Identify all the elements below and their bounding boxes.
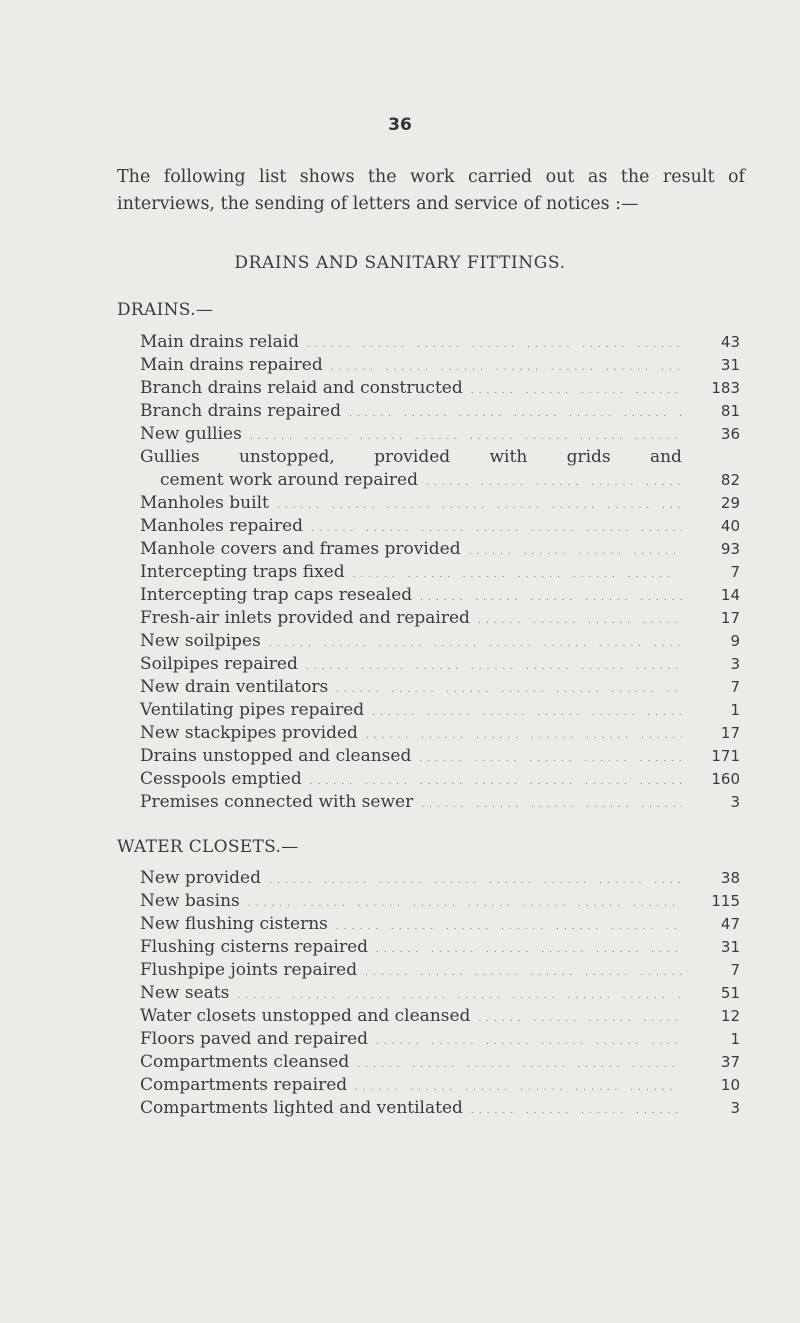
item-value: 36	[720, 425, 740, 443]
dot-leader	[478, 1008, 682, 1031]
drains-section-title: DRAINS.—	[117, 300, 214, 320]
item-label: Compartments repaired	[140, 1075, 348, 1095]
item-label: Manhole covers and frames provided	[140, 539, 461, 559]
item-value: 12	[720, 1007, 740, 1025]
list-item	[140, 1051, 740, 1074]
item-label: Flushing cisterns repaired	[140, 937, 369, 957]
dot-leader	[478, 610, 682, 633]
item-label: New flushing cisterns	[140, 914, 328, 934]
dot-leader	[269, 870, 682, 893]
list-item	[140, 607, 740, 630]
dot-leader	[419, 748, 682, 771]
list-item	[140, 959, 740, 982]
dot-leader	[426, 472, 682, 495]
dot-leader	[336, 916, 682, 939]
item-label-word: with	[489, 447, 528, 467]
list-item	[140, 515, 740, 538]
item-value: 3	[730, 1099, 740, 1117]
list-item	[140, 1074, 740, 1097]
item-label: Drains unstopped and cleansed	[140, 746, 412, 766]
item-label: Main drains relaid	[140, 332, 300, 352]
item-label: Premises connected with sewer	[140, 792, 414, 812]
item-value: 31	[720, 938, 740, 956]
dot-leader	[471, 1100, 682, 1123]
dot-leader	[357, 1054, 682, 1077]
item-value: 7	[730, 563, 740, 581]
list-item	[140, 331, 740, 354]
list-item	[140, 890, 740, 913]
list-item	[140, 538, 740, 561]
water-closets-list	[140, 867, 740, 1120]
item-value: 31	[720, 356, 740, 374]
dot-leader	[471, 380, 682, 403]
item-label-word: grids	[566, 447, 611, 467]
item-value: 10	[720, 1076, 740, 1094]
list-item	[140, 676, 740, 699]
item-value: 81	[720, 402, 740, 420]
dot-leader	[336, 679, 682, 702]
item-label: cement work around repaired	[160, 470, 418, 490]
page-number: 36	[388, 115, 412, 135]
dot-leader	[376, 1031, 682, 1054]
section-heading: DRAINS AND SANITARY FITTINGS.	[234, 253, 566, 273]
list-item	[140, 584, 740, 607]
item-value: 160	[711, 770, 740, 788]
list-item	[140, 913, 740, 936]
list-item	[140, 400, 740, 423]
item-value: 14	[720, 586, 740, 604]
item-label: Compartments lighted and ventilated	[140, 1098, 463, 1118]
item-label-word: Gullies	[140, 447, 200, 467]
dot-leader	[269, 633, 682, 656]
item-label: Water closets unstopped and cleansed	[140, 1006, 471, 1026]
list-item	[140, 768, 740, 791]
item-label: Manholes repaired	[140, 516, 304, 536]
item-value: 171	[711, 747, 740, 765]
item-value: 37	[720, 1053, 740, 1071]
item-label: New basins	[140, 891, 240, 911]
item-value: 7	[730, 678, 740, 696]
item-value: 9	[730, 632, 740, 650]
list-item	[140, 1097, 740, 1120]
list-item	[140, 1005, 740, 1028]
item-label-word: and	[649, 447, 682, 467]
dot-leader	[306, 656, 682, 679]
dot-leader	[277, 495, 682, 518]
list-item	[140, 791, 740, 814]
item-label: New provided	[140, 868, 262, 888]
dot-leader	[349, 403, 682, 426]
item-value: 17	[720, 724, 740, 742]
water-closets-section-title: WATER CLOSETS.—	[117, 837, 299, 857]
list-item	[140, 1028, 740, 1051]
list-item	[140, 423, 740, 446]
item-label: Ventilating pipes repaired	[140, 700, 365, 720]
list-item	[140, 867, 740, 890]
item-value: 51	[720, 984, 740, 1002]
list-item	[140, 653, 740, 676]
item-label: New gullies	[140, 424, 242, 444]
intro-paragraph: The following list shows the work carried out as the result of interviews, the sending of letters and service of notices :—	[117, 167, 745, 214]
item-value: 183	[711, 379, 740, 397]
list-item	[140, 354, 740, 377]
item-value: 115	[711, 892, 740, 910]
item-value: 93	[720, 540, 740, 558]
item-value: 17	[720, 609, 740, 627]
item-value: 7	[730, 961, 740, 979]
item-value: 47	[720, 915, 740, 933]
item-label: Manholes built	[140, 493, 269, 513]
list-item	[140, 982, 740, 1005]
item-label-word: unstopped,	[238, 447, 335, 467]
item-label: Cesspools emptied	[140, 769, 302, 789]
item-value: 1	[730, 701, 740, 719]
item-label: Compartments cleansed	[140, 1052, 350, 1072]
item-label: Intercepting trap caps resealed	[140, 585, 413, 605]
list-item	[140, 630, 740, 653]
item-label: New seats	[140, 983, 230, 1003]
item-label: Floors paved and repaired	[140, 1029, 369, 1049]
item-value: 3	[730, 793, 740, 811]
item-label: Branch drains relaid and constructed	[140, 378, 463, 398]
item-value: 82	[720, 471, 740, 489]
dot-leader	[469, 541, 682, 564]
item-label: Main drains repaired	[140, 355, 323, 375]
item-label: New soilpipes	[140, 631, 261, 651]
item-value: 1	[730, 1030, 740, 1048]
dot-leader	[307, 334, 682, 357]
list-item	[140, 377, 740, 400]
dot-leader	[421, 794, 682, 817]
list-item	[140, 745, 740, 768]
list-item	[140, 492, 740, 515]
item-value: 40	[720, 517, 740, 535]
item-label: Branch drains repaired	[140, 401, 341, 421]
dot-leader	[365, 962, 682, 985]
item-value: 43	[720, 333, 740, 351]
list-item	[140, 446, 740, 492]
item-label-word: provided	[374, 447, 451, 467]
list-item	[140, 699, 740, 722]
dot-leader	[376, 939, 682, 962]
dot-leader	[372, 702, 682, 725]
item-label: Soilpipes repaired	[140, 654, 298, 674]
item-label: Fresh-air inlets provided and repaired	[140, 608, 470, 628]
item-value: 29	[720, 494, 740, 512]
item-label: Flushpipe joints repaired	[140, 960, 358, 980]
item-value: 38	[720, 869, 740, 887]
item-label-line1	[140, 446, 740, 469]
item-label: Intercepting traps fixed	[140, 562, 345, 582]
item-label: New stackpipes provided	[140, 723, 358, 743]
item-value: 3	[730, 655, 740, 673]
list-item	[140, 561, 740, 584]
list-item	[140, 936, 740, 959]
list-item	[140, 722, 740, 745]
item-label: New drain ventilators	[140, 677, 329, 697]
drains-list	[140, 331, 740, 814]
